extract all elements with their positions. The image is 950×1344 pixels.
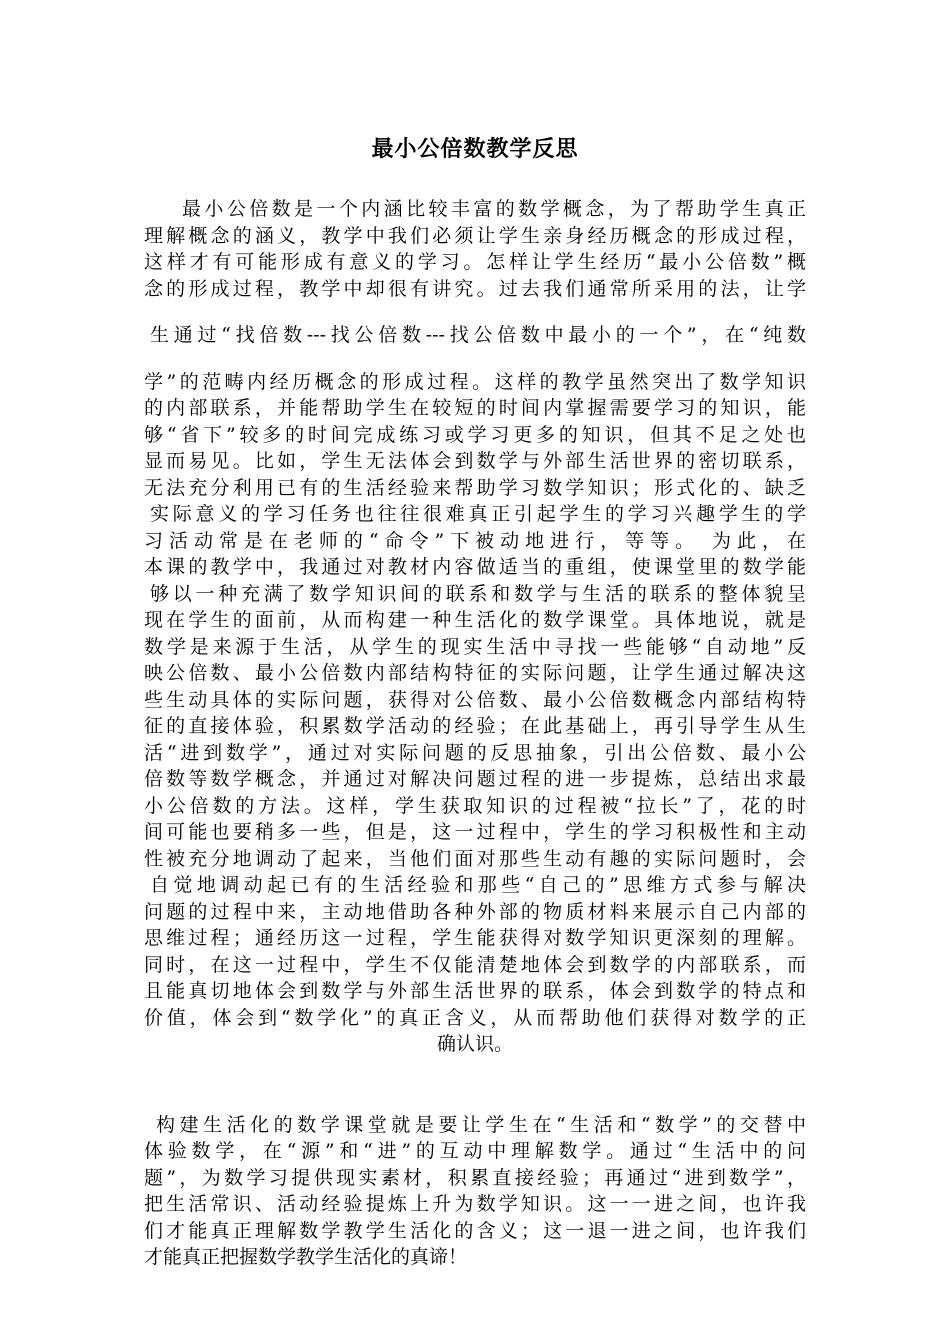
- paragraph-line: 无法充分利用已有的生活经验来帮助学习数学知识；形式化的、缺乏: [144, 476, 806, 499]
- paragraph-1: [144, 196, 806, 1271]
- paragraph-line: 倍数等数学概念，并通过对解决问题过程的进一步提炼，总结出求最: [144, 768, 806, 790]
- paragraph-2-line: 体验数学，在“源”和“进”的互动中理解数学。通过“生活中的问: [144, 1140, 806, 1162]
- paragraph-line: 自觉地调动起已有的生活经验和那些“自己的”思维方式参与解决: [150, 874, 806, 896]
- paragraph-line: 本课的教学中，我通过对教材内容做适当的重组，使课堂里的数学能: [144, 556, 806, 578]
- paragraph-line: 现在学生的面前，从而构建一种生活化的数学课堂。具体地说，就是: [144, 609, 806, 631]
- paragraph-line: 确认识。: [436, 1033, 513, 1055]
- paragraph-2-line: 把生活常识、活动经验提炼上升为数学知识。这一一进之间，也许我: [144, 1193, 806, 1215]
- paragraph-2-line: 们才能真正理解数学教学生活化的含义；这一退一进之间，也许我们: [144, 1219, 806, 1242]
- paragraph-line: 同时，在这一过程中，学生不仅能清楚地体会到数学的内部联系，而: [144, 953, 806, 976]
- paragraph-line: 且能真切地体会到数学与外部生活世界的联系，体会到数学的特点和: [144, 980, 806, 1002]
- paragraph-line: 思维过程；通经历这一过程，学生能获得对数学知识更深刻的理解。: [144, 927, 806, 949]
- paragraph-line: 些生动具体的实际问题，获得对公倍数、最小公倍数概念内部结构特: [144, 688, 806, 711]
- paragraph-line: 问题的过程中来，主动地借助各种外部的物质材料来展示自己内部的: [144, 900, 806, 923]
- paragraph-line: 够以一种充满了数学知识间的联系和数学与生活的联系的整体貌呈: [150, 582, 806, 605]
- paragraph-line: 理解概念的涵义，教学中我们必须让学生亲身经历概念的形成过程，: [144, 224, 806, 247]
- paragraph-line: 最小公倍数是一个内涵比较丰富的数学概念，为了帮助学生真正: [182, 198, 806, 220]
- paragraph-line: 征的直接体验，积累数学活动的经验；在此基础上，再引导学生从生: [144, 715, 806, 737]
- paragraph-line: 的内部联系，并能帮助学生在较短的时间内掌握需要学习的知识，能: [144, 397, 806, 419]
- paragraph-2-line: 题”，为数学习提供现实素材，积累直接经验；再通过“进到数学”，: [144, 1166, 806, 1189]
- document-title: 最小公倍数教学反思: [371, 136, 579, 162]
- paragraph-2-line: 构建生活化的数学课堂就是要让学生在“生活和“数学”的交替中: [156, 1113, 806, 1136]
- paragraph-line: 实际意义的学习任务也往往很难真正引起学生的学习兴趣学生的学: [150, 503, 806, 525]
- paragraph-line: 映公倍数、最小公倍数内部结构特征的实际问题，让学生通过解决这: [144, 662, 806, 684]
- paragraph-line: 显而易见。比如，学生无法体会到数学与外部生活世界的密切联系，: [144, 450, 806, 472]
- paragraph-line: 活“进到数学”，通过对实际问题的反思抽象，引出公倍数、最小公: [144, 741, 806, 764]
- paragraph-line: 价值，体会到“数学化”的真正含义，从而帮助他们获得对数学的正: [144, 1006, 806, 1029]
- paragraph-line: 念的形成过程，教学中却很有讲究。过去我们通常所采用的法，让学: [144, 277, 806, 300]
- paragraph-line: 性被充分地调动了起来，当他们面对那些生动有趣的实际问题时，会: [144, 847, 806, 870]
- paragraph-line: 这样才有可能形成有意义的学习。怎样让学生经历“最小公倍数”概: [144, 251, 806, 273]
- paragraph-2-line: 才能真正把握数学教学生活化的真谛！: [144, 1246, 468, 1268]
- paragraph-line: 数学是来源于生活，从学生的现实生活中寻找一些能够“自动地”反: [144, 635, 806, 658]
- paragraph-line: 够“省下”较多的时间完成练习或学习更多的知识，但其不足之处也: [144, 423, 806, 446]
- paragraph-line: 小公倍数的方法。这样，学生获取知识的过程被“拉长”了，花的时: [144, 794, 806, 817]
- paragraph-line: 生通过“找倍数---找公倍数---找公倍数中最小的一个”，在“纯数: [150, 324, 806, 346]
- paragraph-line: 间可能也要稍多一些，但是，这一过程中，学生的学习积极性和主动: [144, 821, 806, 843]
- paragraph-line: 习活动常是在老师的“命令”下被动地进行，等等。 为此，在: [144, 529, 806, 552]
- paragraph-line: 学”的范畴内经历概念的形成过程。这样的教学虽然突出了数学知识: [144, 370, 806, 393]
